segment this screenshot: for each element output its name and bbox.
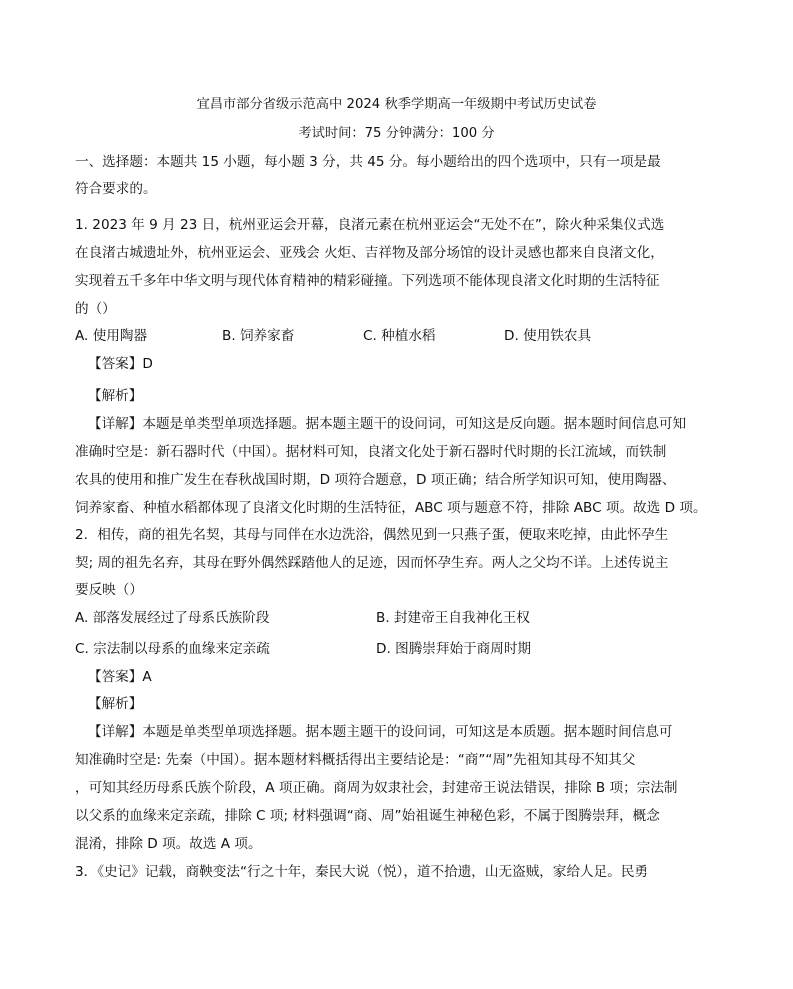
- q2-answer: 【答案】A: [88, 669, 152, 685]
- q2-detail-line: ，可知其经历母系氏族个阶段，A 项正确。商周为奴隶社会，封建帝王说法错误，排除 B 项；宗法制: [75, 780, 678, 796]
- q1-detail-line: 准确时空是：新石器时代（中国）。据材料可知，良渚文化处于新石器时代时期的长江流域，而铁制: [75, 444, 667, 460]
- q1-stem-line: 实现着五千多年中华文明与现代体育精神的精彩碰撞。下列选项不能体现良渚文化时期的生活特征: [75, 273, 660, 289]
- q1-detail-line: 饲养家畜、种植水稻都体现了良渚文化时期的生活特征，ABC 项与题意不符，排除 ABC 项。故选 D 项。: [75, 500, 707, 516]
- q1-detail-line: 农具的使用和推广发生在春秋战国时期，D 项符合题意，D 项正确；结合所学知识可知，使用陶器、: [75, 472, 676, 488]
- q2-option-c: C. 宗法制以母系的血缘来定亲疏: [75, 641, 270, 657]
- q1-detail-line: 【详解】本题是单类型单项选择题。据本题主题干的设问词，可知这是反向题。据本题时间信息可知: [88, 416, 687, 432]
- q1-option-d: D. 使用铁农具: [504, 328, 592, 344]
- q2-option-d: D. 图腾崇拜始于商周时期: [376, 641, 532, 657]
- q1-stem-line: 1. 2023 年 9 月 23 日，杭州亚运会开幕，良渚元素在杭州亚运会“无处不在”，除火种采集仪式选: [75, 217, 665, 233]
- q2-stem-line: 要反映（）: [75, 582, 143, 598]
- q1-stem-line: 的（）: [75, 301, 116, 317]
- q2-detail-line: 【详解】本题是单类型单项选择题。据本题主题干的设问词，可知这是本质题。据本题时间信息可: [88, 724, 673, 740]
- exam-subtitle: 考试时间：75 分钟满分：100 分: [298, 126, 495, 141]
- section-instructions-line: 符合要求的。: [75, 181, 157, 197]
- q2-stem-line: 契; 周的祖先名弃，其母在野外偶然踩踏他人的足迹，因而怀孕生弃。两人之父均不详。上述传说主: [75, 555, 669, 571]
- q2-detail-line: 混淆，排除 D 项。故选 A 项。: [75, 836, 262, 852]
- q2-analysis-label: 【解析】: [88, 696, 143, 712]
- q1-option-c: C. 种植水稻: [363, 328, 436, 344]
- q1-option-b: B. 饲养家畜: [222, 328, 295, 344]
- q1-stem-line: 在良渚古城遗址外，杭州亚运会、亚残会 火炬、吉祥物及部分场馆的设计灵感也都来自良渚文化，: [75, 245, 664, 261]
- q2-detail-line: 知准确时空是: 先秦（中国）。据本题材料概括得出主要结论是：“商”“周”先祖知其母不知其父: [75, 752, 636, 768]
- q2-option-a: A. 部落发展经过了母系氏族阶段: [75, 610, 270, 626]
- exam-title: 宜昌市部分省级示范高中 2024 秋季学期高一年级期中考试历史试卷: [196, 97, 597, 112]
- q2-detail-line: 以父系的血缘来定亲疏，排除 C 项; 材料强调“商、周”始祖诞生神秘色彩，不属于图腾崇拜，概念: [75, 808, 660, 824]
- section-instructions-line: 一、选择题：本题共 15 小题，每小题 3 分，共 45 分。每小题给出的四个选项中，只有一项是最: [75, 154, 661, 170]
- q1-analysis-label: 【解析】: [88, 388, 143, 404]
- q1-answer: 【答案】D: [88, 356, 153, 372]
- q3-stem-line: 3．《史记》记载，商鞅变法“行之十年，秦民大说（悦），道不拾遗，山无盗贼，家给人足。民勇: [75, 864, 649, 880]
- q2-option-b: B. 封建帝王自我神化王权: [376, 610, 530, 626]
- q2-stem-line: 2．相传，商的祖先名契，其母与同伴在水边洗浴，偶然见到一只燕子蛋，便取来吃掉，由此怀孕生: [75, 527, 669, 543]
- q1-option-a: A. 使用陶器: [75, 328, 148, 344]
